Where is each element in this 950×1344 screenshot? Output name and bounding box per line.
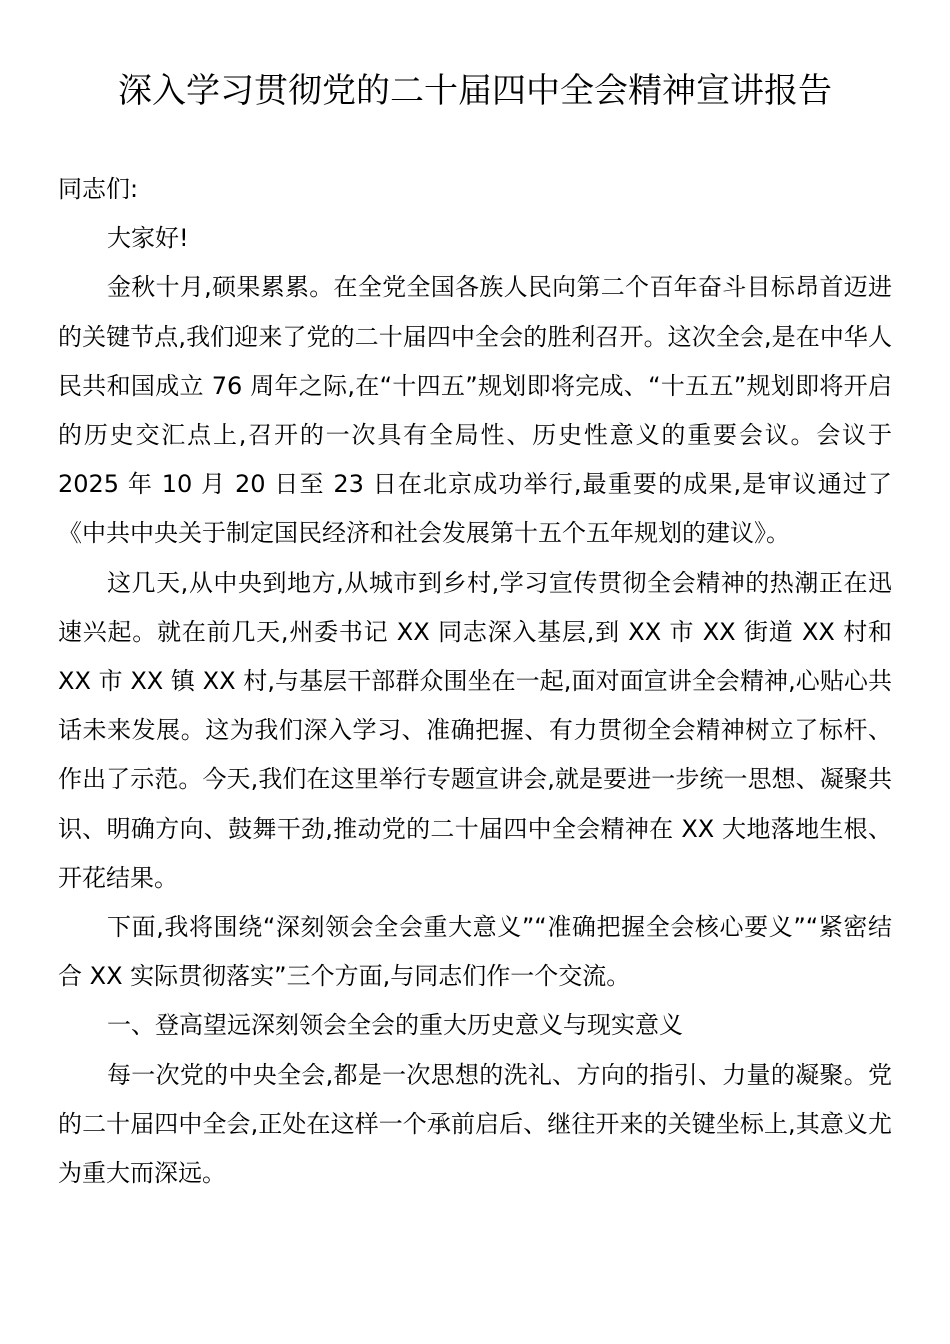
greeting-paragraph: 大家好!	[107, 224, 189, 253]
section-paragraph: 每一次党的中央全会,都是一次思想的洗礼、方向的指引、力量的凝聚。党的二十届四中全会,正处在这样一个承前启后、继往开来的关键坐标上,其意义尤为重大而深远。	[58, 1060, 892, 1188]
intro-paragraph: 金秋十月,硕果累累。在全党全国各族人民向第二个百年奋斗目标昂首迈进的关键节点,我们迎来了党的二十届四中全会的胜利召开。这次全会,是在中华人民共和国成立 76 周年之际,在“十四五”规划即将完成、“十五五”规划即将开启的历史交汇点上,召开的一次具有全局性、历史性意义的重要会议。会议于 2025 年 10 月 20 日至 23 日在北京成功举行,最重要的成果,是审议通过了《中共中央关于制定国民经济和社会发展第十五个五年规划的建议》。	[58, 273, 892, 548]
document-title: 深入学习贯彻党的二十届四中全会精神宣讲报告	[118, 71, 832, 111]
outline-paragraph: 下面,我将围绕“深刻领会全会重大意义”“准确把握全会核心要义”“紧密结合 XX 实际贯彻落实”三个方面,与同志们作一个交流。	[58, 913, 892, 991]
section-heading: 一、登高望远深刻领会全会的重大历史意义与现实意义	[107, 1011, 683, 1040]
salutation: 同志们:	[58, 175, 139, 203]
context-paragraph: 这几天,从中央到地方,从城市到乡村,学习宣传贯彻全会精神的热潮正在迅速兴起。就在前几天,州委书记 XX 同志深入基层,到 XX 市 XX 街道 XX 村和 XX 市 XX 镇 XX 村,与基层干部群众围坐在一起,面对面宣讲全会精神,心贴心共话未来发展。这为我们深入学习、准确把握、有力贯彻全会精神树立了标杆、作出了示范。今天,我们在这里举行专题宣讲会,就是要进一步统一思想、凝聚共识、明确方向、鼓舞干劲,推动党的二十届四中全会精神在 XX 大地落地生根、开花结果。	[58, 568, 892, 892]
document-body	[58, 165, 892, 1198]
